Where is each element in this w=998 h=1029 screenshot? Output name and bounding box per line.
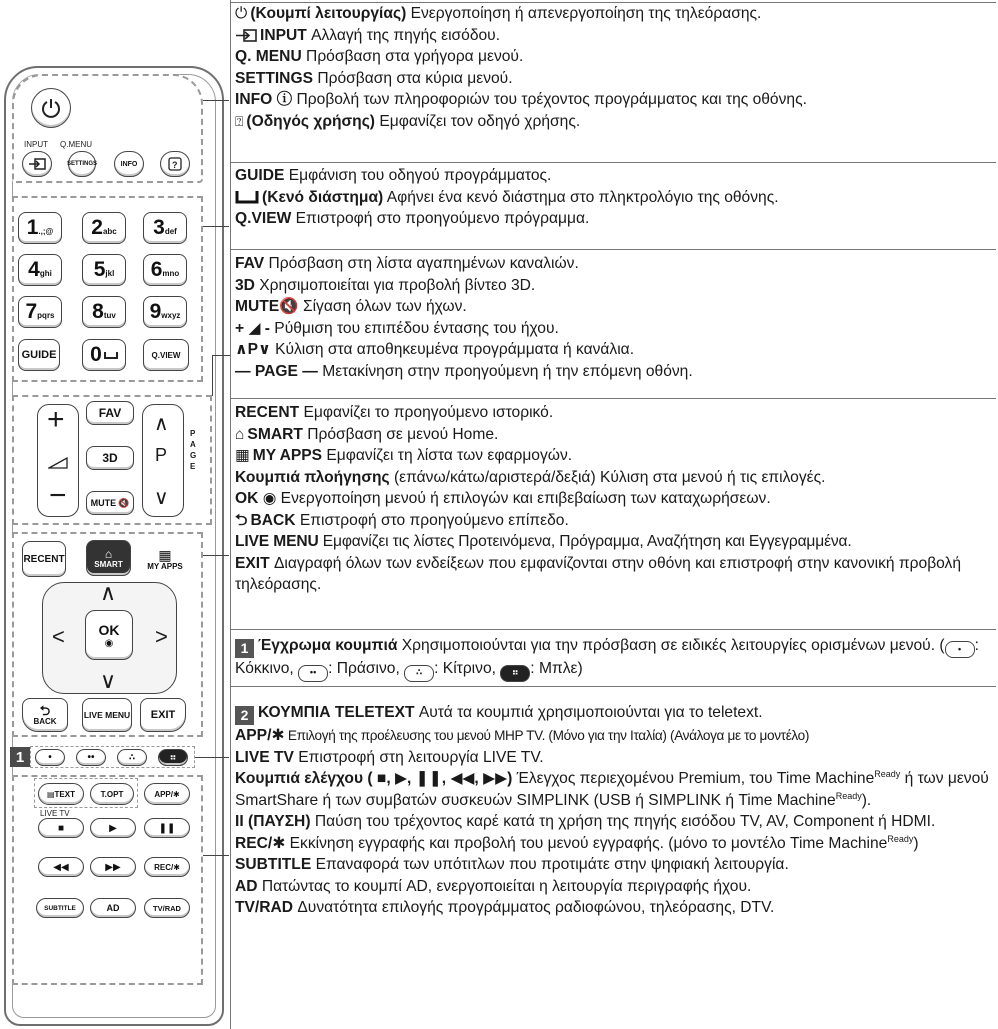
settings-title: SETTINGS	[235, 69, 313, 87]
number-2-digit: 2	[91, 216, 103, 239]
smart-button[interactable]	[86, 540, 131, 576]
ad-text: Πατώντας το κουμπί AD, ενεργοποιείται η λειτουργία περιγραφής ήχου.	[257, 877, 752, 895]
my-apps-symbol-icon: ▦	[235, 447, 250, 465]
power-symbol-icon: ⏻	[235, 5, 248, 23]
volume-text: Ρύθμιση του επιπέδου έντασης του ήχου.	[269, 319, 559, 337]
nav-right-button[interactable]: >	[155, 624, 168, 649]
row-smart	[235, 424, 996, 446]
input-title: INPUT	[260, 26, 307, 44]
topt-button[interactable]: T.OPT	[90, 783, 134, 805]
rec-button[interactable]: REC/✱	[144, 857, 190, 877]
red-text: : Κόκκινο,	[235, 637, 979, 678]
program-title: ∧P∨	[235, 341, 271, 358]
pause-button[interactable]: ❚❚	[144, 818, 190, 838]
number-9-digit: 9	[149, 300, 162, 323]
color-keys-title: Έγχρωμα κουμπιά	[258, 637, 398, 654]
program-text: Κύλιση στα αποθηκευμένα προγράμματα ή κανάλια.	[270, 341, 635, 358]
navigation-title: Κουμπιά πλοήγησης	[235, 468, 390, 486]
live-menu-title: LIVE MENU	[235, 533, 319, 551]
ad-title: AD	[235, 877, 258, 895]
row-back	[235, 510, 996, 532]
ready-superscript-1: Ready	[874, 769, 901, 780]
row-qmenu	[235, 46, 996, 68]
row-qview	[235, 208, 996, 230]
user-guide-text: Εμφανίζει τον οδηγό χρήσης.	[375, 112, 581, 130]
row-subtitle	[235, 854, 996, 876]
subtitle-text: Επαναφορά των υπότιτλων που προτιμάτε στην ψηφιακή λειτουργία.	[311, 856, 789, 874]
number-6-digit: 6	[150, 258, 163, 281]
mute-symbol-icon: 🔇	[279, 298, 299, 315]
live-tv-text: Επιστροφή στη λειτουργία LIVE TV.	[293, 748, 544, 766]
blue-text: : Μπλε)	[530, 660, 583, 678]
power-text: Ενεργοποίηση ή απενεργοποίηση της τηλεόρασης.	[406, 5, 762, 22]
row-control-keys	[235, 768, 990, 811]
row-program	[235, 339, 996, 361]
rec-text-2: )	[913, 834, 919, 852]
mute-title: MUTE	[235, 298, 280, 315]
home-symbol-icon: ⌂	[235, 425, 245, 443]
smart-label: SMART	[94, 559, 123, 569]
input-icon	[28, 158, 46, 170]
red-color-button[interactable]: •	[35, 749, 65, 766]
leader-line-3	[212, 355, 230, 396]
control-keys-title: Κουμπιά ελέγχου	[235, 770, 364, 788]
tvrad-button[interactable]: TV/RAD	[144, 898, 190, 918]
description-table	[230, 0, 996, 1029]
qview-title: Q.VIEW	[235, 210, 292, 227]
row-rec	[235, 833, 990, 855]
green-text: : Πράσινο,	[328, 660, 405, 678]
live-menu-button[interactable]: LIVE MENU	[82, 698, 132, 732]
row-info	[235, 89, 996, 111]
app-title: APP/✱	[235, 727, 285, 745]
row-app	[235, 725, 996, 747]
qmenu-text: Πρόσβαση στα γρήγορα μενού.	[301, 48, 524, 66]
app-button[interactable]: APP/✱	[144, 783, 190, 805]
row-tvrad	[235, 897, 996, 919]
nav-left-button[interactable]: <	[52, 624, 65, 649]
3d-title: 3D	[235, 276, 255, 294]
number-7-digit: 7	[25, 300, 38, 323]
number-7-button[interactable]	[18, 296, 62, 328]
back-title: BACK	[250, 511, 296, 529]
live-menu-text: Εμφανίζει τις λίστες Προτεινόμενα, Πρόγραμμα, Αναζήτηση και Εγγεγραμμένα.	[318, 533, 852, 551]
channel-up-icon: ∧	[154, 413, 169, 435]
settings-text: Πρόσβαση στα κύρια μενού.	[312, 69, 513, 87]
number-5-digit: 5	[93, 258, 106, 281]
number-1-letters: .,;@	[38, 227, 54, 236]
exit-button[interactable]: EXIT	[140, 698, 186, 732]
space-title: (Κενό διάστημα)	[262, 188, 384, 206]
power-icon	[40, 97, 62, 119]
input-text: Αλλαγή της πηγής εισόδου.	[306, 26, 501, 44]
back-text: Επιστροφή στο προηγούμενο επίπεδο.	[295, 511, 569, 529]
leader-line-5	[195, 757, 229, 758]
my-apps-title: MY APPS	[252, 447, 323, 465]
page-text: Μετακίνηση στην προηγούμενη ή την επόμενη οθόνη.	[317, 362, 693, 380]
user-guide-button[interactable]	[160, 151, 190, 177]
number-9-letters: wxyz	[161, 311, 181, 320]
number-4-letters: ghi	[39, 269, 52, 278]
my-apps-button[interactable]	[140, 541, 190, 577]
number-3-button[interactable]	[143, 212, 187, 244]
number-2-button[interactable]	[82, 212, 126, 244]
info-button[interactable]: INFO	[114, 151, 144, 177]
number-2-letters: abc	[102, 227, 117, 236]
row-fav	[235, 253, 996, 275]
ready-superscript-2: Ready	[835, 790, 862, 801]
space-symbol-icon	[235, 190, 259, 204]
row-settings	[235, 68, 996, 90]
control-keys-text-3: ).	[861, 791, 872, 809]
row-ad	[235, 876, 996, 898]
fast-forward-button[interactable]: ▶▶	[90, 857, 136, 877]
input-symbol-icon	[235, 29, 257, 42]
qmenu-label: Q.MENU	[60, 140, 92, 149]
user-guide-title: (Οδηγός χρήσης)	[246, 112, 375, 130]
number-3-letters: def	[164, 227, 177, 236]
text-label: TEXT	[54, 789, 75, 799]
rec-text-1: Εκκίνηση εγγραφής και προβολή του μενού εγγραφής. (μόνο το μοντέλο Time Machine	[285, 834, 888, 852]
row-3d	[235, 275, 996, 297]
section-smart	[230, 398, 996, 628]
live-tv-label: LIVE TV	[40, 809, 70, 818]
number-6-letters: mno	[162, 269, 180, 278]
smart-title: SMART	[247, 425, 303, 443]
number-8-digit: 8	[92, 300, 104, 323]
input-label: INPUT	[24, 140, 48, 149]
home-icon: ⌂	[104, 546, 113, 561]
section-teletext	[230, 686, 996, 1029]
my-apps-text: Εμφανίζει τη λίστα των εφαρμογών.	[322, 447, 573, 465]
number-4-button[interactable]	[18, 254, 62, 286]
ready-superscript-3: Ready	[887, 833, 914, 844]
zero-label: 0	[90, 343, 102, 366]
row-input	[235, 25, 996, 47]
volume-up-icon: +	[47, 403, 65, 436]
yellow-color-button[interactable]: ∴	[117, 749, 147, 766]
number-5-button[interactable]	[82, 254, 126, 286]
pause-title: II (ΠΑΥΣΗ)	[235, 813, 311, 831]
volume-rocker[interactable]	[37, 404, 79, 517]
green-color-button[interactable]: ••	[76, 749, 106, 766]
leader-line-6	[203, 855, 229, 856]
color-keys-text: Χρησιμοποιούνται για την πρόσβαση σε ειδικές λειτουργίες ορισμένων μενού. (	[397, 637, 945, 654]
fav-title: FAV	[235, 255, 265, 272]
yellow-key-icon: ∴	[404, 665, 434, 682]
app-text: Επιλογή της προέλευσης του μενού MHP TV. (Μόνο για την Ιταλία) (Ανάλογα με το μοντέλο)	[284, 728, 810, 744]
teletext-title: ΚΟΥΜΠΙΑ TELETEXT	[258, 704, 415, 721]
row-teletext	[235, 702, 996, 725]
row-color-keys	[235, 635, 990, 682]
volume-title: + ◢ -	[235, 319, 270, 337]
my-apps-icon: ▦	[158, 546, 172, 563]
row-page	[235, 361, 996, 383]
guide-button[interactable]: GUIDE	[18, 339, 60, 371]
tvrad-title: TV/RAD	[235, 899, 294, 917]
row-ok	[235, 488, 996, 510]
nav-up-button[interactable]: ∧	[100, 580, 117, 605]
yellow-text: : Κίτρινο,	[434, 660, 501, 678]
space-icon	[104, 350, 118, 360]
qview-button[interactable]: Q.VIEW	[143, 339, 189, 371]
row-my-apps	[235, 445, 996, 467]
red-key-icon: •	[945, 641, 975, 658]
qmenu-title: Q. MENU	[235, 48, 302, 66]
leader-line-4	[203, 555, 229, 556]
recent-button[interactable]: RECENT	[22, 541, 66, 577]
ok-text: Ενεργοποίηση μενού ή επιλογών και επιβεβαίωση των καταχωρήσεων.	[276, 490, 771, 508]
green-key-icon: ••	[298, 665, 328, 682]
stop-button[interactable]: ■	[38, 818, 84, 838]
channel-down-icon: ∨	[154, 487, 169, 509]
number-6-button[interactable]	[143, 254, 187, 286]
blue-key-icon: ⠶	[500, 665, 530, 682]
leader-line-2	[203, 226, 229, 227]
control-keys-text-2: ή των μενού SmartShare ή των συμβατών συσκευών SIMPLINK (USB ή SIMPLINK ή Time Machine	[235, 770, 989, 809]
section-power	[230, 2, 996, 154]
row-exit	[235, 553, 990, 596]
ok-symbol-icon: ◉	[258, 490, 277, 508]
back-icon: ⮌	[39, 702, 51, 718]
exit-title: EXIT	[235, 554, 270, 572]
tvrad-text: Δυνατότητα επιλογής προγράμματος ραδιοφώνου, τηλεόρασης, DTV.	[293, 899, 775, 917]
leader-line-1	[203, 100, 229, 101]
mute-text: Σίγαση όλων των ήχων.	[298, 298, 467, 315]
mute-label: MUTE	[90, 498, 117, 508]
row-recent	[235, 402, 996, 424]
row-mute	[235, 296, 996, 318]
nav-down-button[interactable]: ∨	[100, 668, 117, 693]
my-apps-label: MY APPS	[147, 561, 183, 571]
ok-title: OK	[235, 490, 259, 508]
user-guide-symbol-icon: ⍰	[235, 112, 244, 129]
play-button[interactable]: ▶	[90, 818, 136, 838]
ad-button[interactable]: AD	[90, 898, 136, 918]
row-live-tv	[235, 747, 996, 769]
rec-title: REC/✱	[235, 834, 286, 852]
control-keys-text-1: Έλεγχος περιεχομένου Premium, του Time Machine	[512, 770, 875, 788]
back-symbol-icon: ⮌	[235, 511, 248, 529]
back-button[interactable]	[22, 698, 68, 732]
recent-text: Εμφανίζει το προηγούμενο ιστορικό.	[299, 404, 554, 421]
control-keys-symbols: ( ■, ▶, ❚❚, ◀◀, ▶▶)	[363, 770, 513, 788]
channel-rocker[interactable]	[142, 404, 184, 517]
qview-text: Επιστροφή στο προηγούμενο πρόγραμμα.	[291, 210, 590, 227]
marker-1: 1	[10, 747, 30, 767]
row-live-menu	[235, 531, 996, 553]
space-text: Αφήνει ένα κενό διάστημα στο πληκτρολόγιο της οθόνης.	[383, 188, 779, 206]
number-9-button[interactable]	[143, 296, 187, 328]
ok-dot-icon: ◉	[104, 637, 114, 649]
row-guide	[235, 165, 996, 187]
page-title: — PAGE —	[235, 362, 318, 380]
subtitle-title: SUBTITLE	[235, 856, 312, 874]
section-2-badge: 2	[235, 706, 254, 725]
text-button[interactable]	[38, 783, 84, 805]
live-tv-title: LIVE TV	[235, 748, 294, 766]
volume-icon	[48, 457, 68, 469]
recent-title: RECENT	[235, 404, 300, 421]
3d-text: Χρησιμοποιείται για προβολή βίντεο 3D.	[254, 276, 536, 294]
number-7-letters: pqrs	[37, 311, 55, 320]
info-text: Προβολή των πληροφοριών του τρέχοντος προγράμματος και της οθόνης.	[292, 91, 807, 109]
guide-text: Εμφάνιση του οδηγού προγράμματος.	[284, 167, 552, 184]
exit-text: Διαγραφή όλων των ενδείξεων που εμφανίζονται στην οθόνη και επιστροφή στην κανονική προβολή τηλεόρασης.	[235, 554, 962, 594]
rewind-button[interactable]: ◀◀	[38, 857, 84, 877]
3d-button[interactable]: 3D	[86, 446, 134, 470]
pause-text: Παύση του τρέχοντος καρέ κατά τη χρήση της πηγής εισόδου TV, AV, Component ή HDMI.	[310, 813, 936, 831]
number-8-button[interactable]	[82, 296, 126, 328]
input-button[interactable]	[22, 151, 52, 177]
mute-icon: 🔇	[118, 497, 130, 508]
section-1-badge: 1	[235, 639, 254, 658]
number-1-button[interactable]	[18, 212, 62, 244]
number-1-digit: 1	[26, 216, 39, 239]
row-volume	[235, 318, 996, 340]
navigation-text: (επάνω/κάτω/αριστερά/δεξιά) Κύλιση στα μενού ή τις επιλογές.	[389, 468, 826, 486]
info-title: INFO	[235, 91, 273, 109]
fav-text: Πρόσβαση στη λίστα αγαπημένων καναλιών.	[264, 255, 579, 272]
power-button[interactable]	[31, 88, 71, 128]
row-navigation	[235, 467, 996, 489]
number-4-digit: 4	[28, 258, 40, 281]
info-symbol-icon: ⓘ	[272, 91, 293, 109]
row-user-guide	[235, 111, 996, 133]
volume-down-icon: −	[49, 479, 67, 512]
back-label: BACK	[33, 716, 57, 726]
text-icon: ▤	[46, 789, 55, 799]
fav-button[interactable]: FAV	[86, 401, 134, 425]
svg-text:?: ?	[172, 160, 178, 170]
settings-button[interactable]: SETTINGS	[68, 151, 96, 177]
section-color-keys	[230, 629, 996, 679]
subtitle-button[interactable]: SUBTITLE	[36, 898, 84, 918]
section-volume	[230, 249, 996, 397]
number-3-digit: 3	[153, 216, 165, 239]
number-8-letters: tuv	[103, 311, 116, 320]
blue-color-button[interactable]: ⠶	[158, 749, 188, 766]
guide-title: GUIDE	[235, 167, 285, 184]
teletext-text: Αυτά τα κουμπιά χρησιμοποιούνται για το teletext.	[414, 704, 763, 721]
user-guide-icon	[168, 157, 182, 171]
row-pause	[235, 811, 990, 833]
ok-button[interactable]	[85, 610, 133, 660]
number-5-letters: jkl	[105, 269, 115, 278]
row-power	[235, 3, 996, 25]
zero-space-button[interactable]	[82, 339, 126, 371]
ok-label: OK	[98, 621, 120, 638]
channel-p-label: P	[155, 445, 168, 465]
row-space	[235, 187, 996, 209]
page-vertical-label: PAGE	[190, 429, 197, 471]
section-guide	[230, 162, 996, 248]
smart-text: Πρόσβαση σε μενού Home.	[302, 425, 499, 443]
mute-button[interactable]	[86, 491, 134, 515]
power-title: (Κουμπί λειτουργίας)	[250, 5, 407, 22]
